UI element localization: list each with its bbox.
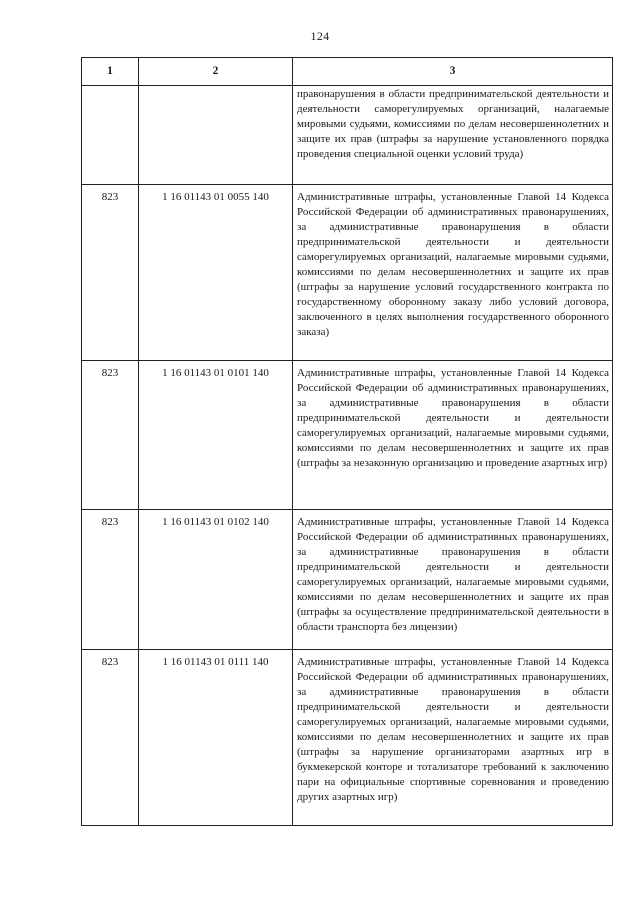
revenue-codes-table (81, 57, 613, 826)
row-number: 823 (82, 510, 139, 650)
revenue-code (139, 86, 293, 185)
column-header-3: 3 (293, 58, 613, 86)
revenue-code: 1 16 01143 01 0055 140 (139, 185, 293, 361)
revenue-description: Административные штрафы, установленные Главой 14 Кодекса Российской Федерации об административных правонарушениях, за административные правонарушения в области предпринимательской деятельности и деятельности саморегулируемых организаций, налагаемые мировыми судьями, комиссиями по делам несовершеннолетних и защите их прав (штрафы за осуществление предпринимательской деятельности в области транспорта без лицензии) (293, 510, 613, 650)
revenue-description: Административные штрафы, установленные Главой 14 Кодекса Российской Федерации об административных правонарушениях, за административные правонарушения в области предпринимательской деятельности и деятельности саморегулируемых организаций, налагаемые мировыми судьями, комиссиями по делам несовершеннолетних и защите их прав (штрафы за незаконную организацию и проведение азартных игр) (293, 361, 613, 510)
table-row (82, 510, 613, 650)
table-row (82, 185, 613, 361)
row-number: 823 (82, 185, 139, 361)
page-number: 124 (310, 29, 330, 43)
row-number: 823 (82, 650, 139, 826)
row-number: 823 (82, 361, 139, 510)
row-number (82, 86, 139, 185)
table-header-row (82, 58, 613, 86)
revenue-code: 1 16 01143 01 0101 140 (139, 361, 293, 510)
revenue-description: Административные штрафы, установленные Главой 14 Кодекса Российской Федерации об административных правонарушениях, за административные правонарушения в области предпринимательской деятельности и деятельности саморегулируемых организаций, налагаемые мировыми судьями, комиссиями по делам несовершеннолетних и защите их прав (штрафы за нарушение организаторами азартных игр в букмекерской конторе и тотализаторе требований к заключению пари на официальные спортивные соревнования и проведению других азартных игр) (293, 650, 613, 826)
revenue-code: 1 16 01143 01 0102 140 (139, 510, 293, 650)
revenue-code: 1 16 01143 01 0111 140 (139, 650, 293, 826)
revenue-description: Административные штрафы, установленные Главой 14 Кодекса Российской Федерации об административных правонарушениях, за административные правонарушения в области предпринимательской деятельности и деятельности саморегулируемых организаций, налагаемые мировыми судьями, комиссиями по делам несовершеннолетних и защите их прав (штрафы за нарушение условий государственного контракта по государственному оборонному заказу либо условий договора, заключенного в целях выполнения государственного оборонного заказа) (293, 185, 613, 361)
column-header-1: 1 (82, 58, 139, 86)
column-header-2: 2 (139, 58, 293, 86)
table-row (82, 86, 613, 185)
table-row (82, 361, 613, 510)
revenue-description: правонарушения в области предпринимательской деятельности и деятельности саморегулируемых организаций, налагаемые мировыми судьями, комиссиями по делам несовершеннолетних и защите их прав (штрафы за нарушение установленного порядка проведения специальной оценки условий труда) (293, 86, 613, 185)
table-row (82, 650, 613, 826)
